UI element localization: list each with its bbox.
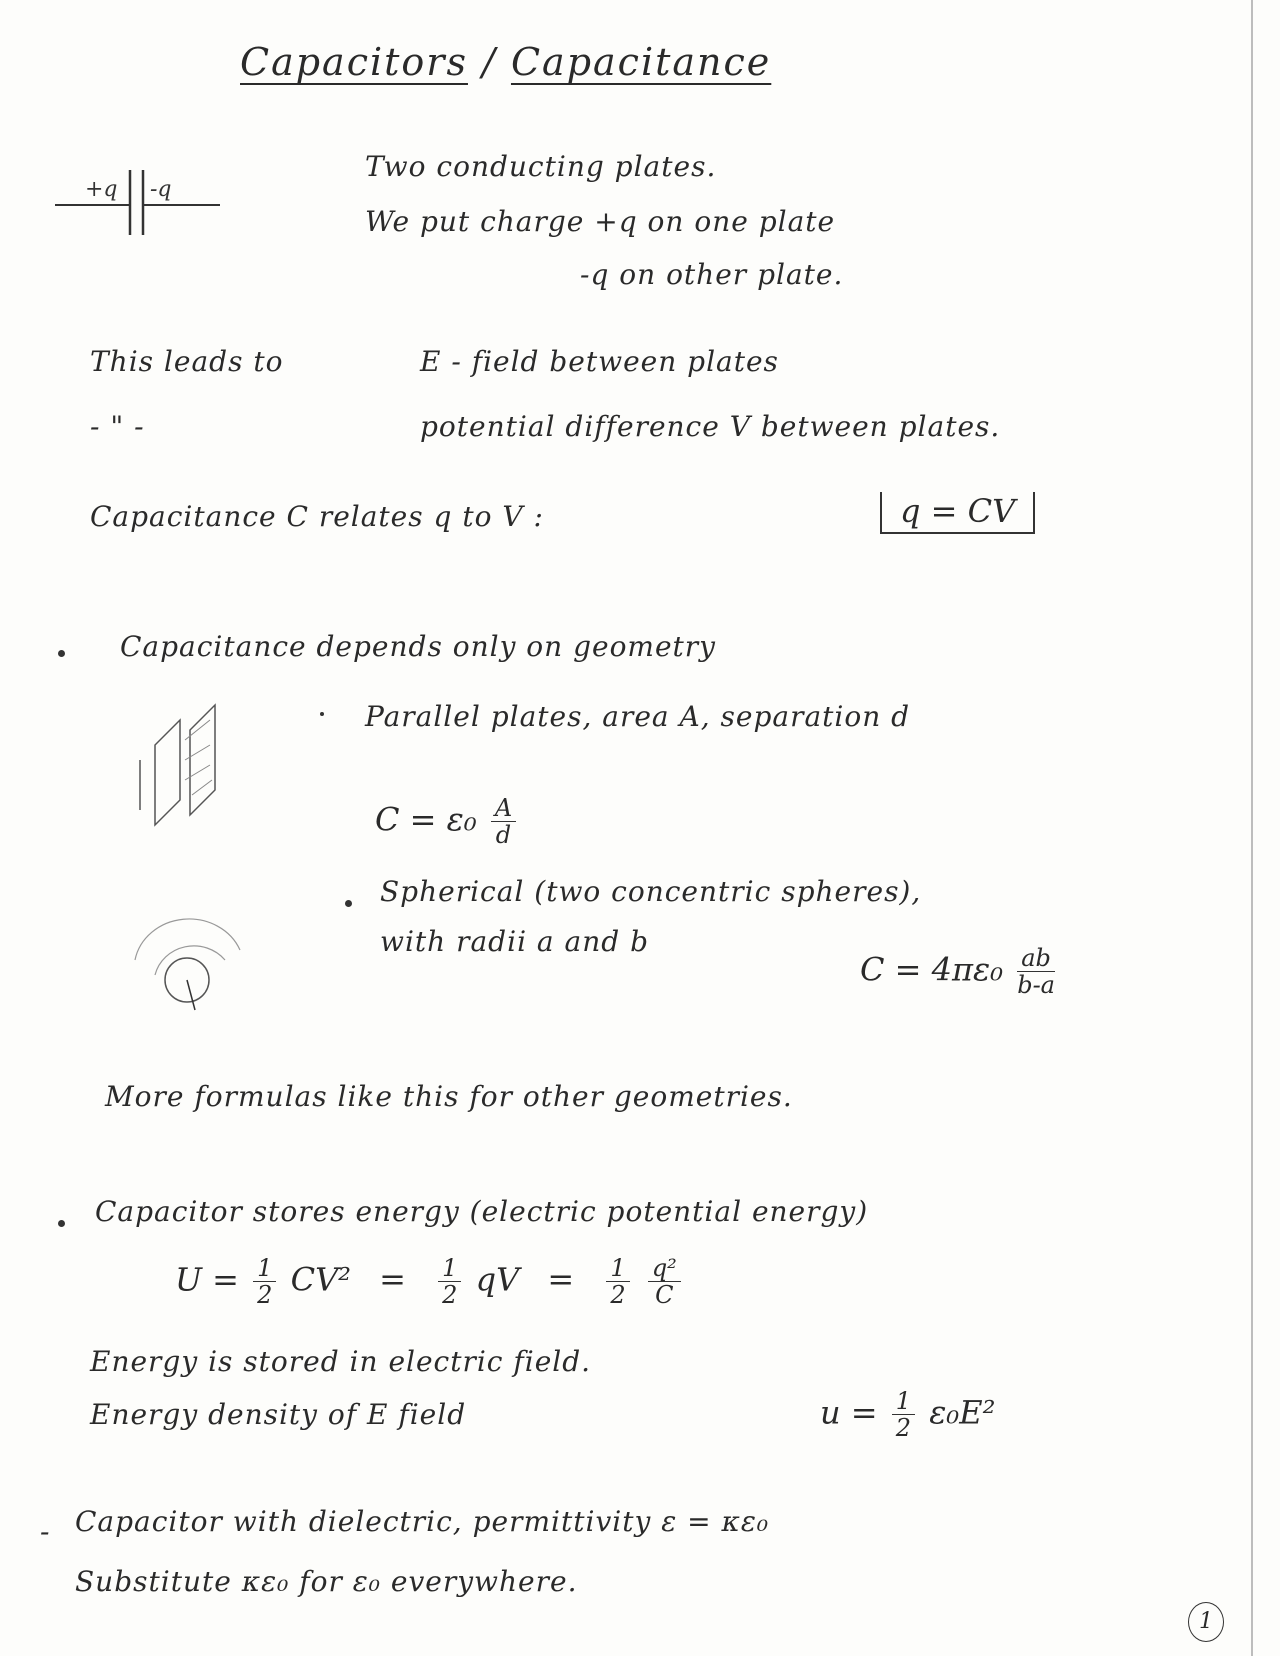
title-part-capacitors: Capacitors [240, 40, 468, 84]
intro-line-3: -q on other plate. [580, 258, 844, 291]
leads-prefix-1: This leads to [90, 345, 284, 378]
density-half [892, 1388, 915, 1442]
capacitance-definition: Capacitance C relates q to V : [90, 500, 544, 533]
page-title [240, 40, 771, 84]
density-half-den: 2 [895, 1414, 912, 1443]
energy-half-3-num: 1 [606, 1255, 629, 1282]
energy-u: U = [175, 1260, 250, 1299]
page-number: 1 [1188, 1602, 1224, 1642]
energy-half-2-den: 2 [442, 1281, 458, 1310]
energy-half-3-den: 2 [610, 1281, 626, 1310]
intro-line-1: Two conducting plates. [365, 150, 717, 183]
spherical-fraction [1017, 945, 1055, 999]
energy-cv2: CV² [290, 1260, 351, 1299]
more-formulas-note: More formulas like this for other geometries. [105, 1080, 793, 1113]
spherical-description-2: with radii a and b [380, 925, 649, 958]
bullet-geometry [58, 650, 65, 657]
spherical-numerator: ab [1017, 945, 1055, 972]
energy-formula [175, 1255, 685, 1309]
energy-eq-1: = [379, 1260, 406, 1299]
energy-heading: Capacitor stores energy (electric potential energy) [95, 1195, 869, 1228]
bullet-spherical [345, 900, 352, 907]
energy-half-3 [606, 1255, 629, 1309]
q-equals-cv-formula: q = CV [880, 492, 1035, 534]
density-half-num: 1 [892, 1388, 915, 1415]
energy-half-2-num: 1 [438, 1255, 461, 1282]
energy-eq-2: = [547, 1260, 575, 1299]
energy-half-2 [438, 1255, 461, 1309]
parallel-numerator: A [491, 795, 516, 822]
parallel-plates-sketch [130, 700, 250, 840]
bullet-parallel [320, 712, 324, 716]
energy-density-label: Energy density of E field [90, 1398, 467, 1431]
concentric-spheres-sketch [115, 905, 255, 1015]
title-separator: / [482, 40, 497, 84]
energy-qv: qV [475, 1260, 520, 1299]
bullet-energy [58, 1220, 65, 1227]
energy-half-1 [253, 1255, 276, 1309]
spherical-formula [860, 945, 1059, 999]
parallel-denominator: d [495, 821, 512, 850]
dielectric-dash: - [40, 1515, 51, 1548]
energy-c: C [655, 1281, 674, 1310]
leads-text-1: E - field between plates [420, 345, 779, 378]
energy-density-formula [820, 1388, 995, 1442]
parallel-formula-lhs: C = ε₀ [375, 800, 477, 839]
energy-half-1-num: 1 [253, 1255, 276, 1282]
leads-text-2: potential difference V between plates. [420, 410, 1001, 443]
scan-edge-line [1251, 0, 1253, 1656]
energy-half-1-den: 2 [257, 1281, 273, 1310]
leads-prefix-2: - " - [90, 410, 145, 443]
energy-stored-note: Energy is stored in electric field. [90, 1345, 592, 1378]
energy-q2-over-c [648, 1255, 681, 1309]
dielectric-line-1: Capacitor with dielectric, permittivity ε = κε₀ [75, 1505, 770, 1538]
capacitor-symbol [55, 160, 235, 240]
density-rhs: ε₀E² [929, 1393, 996, 1432]
minus-charge-label: -q [150, 177, 172, 202]
parallel-plate-formula [375, 795, 520, 849]
parallel-fraction [491, 795, 516, 849]
density-lhs: u = [820, 1393, 878, 1432]
plus-charge-label: +q [85, 177, 118, 202]
parallel-description: Parallel plates, area A, separation d [365, 700, 911, 733]
energy-q2: q² [648, 1255, 681, 1282]
title-part-capacitance: Capacitance [510, 40, 772, 84]
dielectric-line-2: Substitute κε₀ for ε₀ everywhere. [75, 1565, 578, 1598]
intro-line-2: We put charge +q on one plate [365, 205, 836, 238]
spherical-formula-lhs: C = 4πε₀ [860, 950, 1004, 989]
geometry-heading: Capacitance depends only on geometry [120, 630, 716, 663]
spherical-denominator: b-a [1017, 971, 1055, 1000]
spherical-description-1: Spherical (two concentric spheres), [380, 875, 922, 908]
